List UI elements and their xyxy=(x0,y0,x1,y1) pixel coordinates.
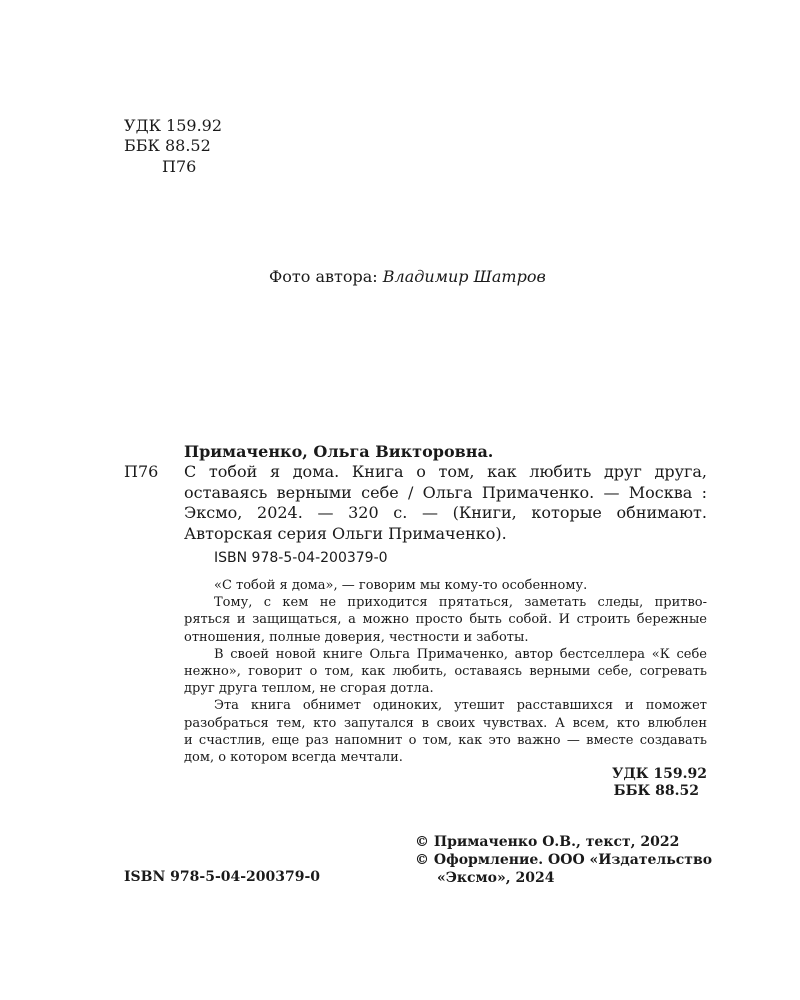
annotation-line: друг друга теплом, не сгорая дотла. xyxy=(184,681,434,697)
photo-credit xyxy=(269,267,546,287)
annotation-line: нежно», говорит о том, как любить, оставаясь верными себе, согревать xyxy=(184,664,707,680)
bib-line: Эксмо, 2024. — 320 с. — (Книги, которые обнимают. xyxy=(184,503,707,523)
bib-line: оставаясь верными себе / Ольга Примаченко. — Москва : xyxy=(184,482,707,502)
annotation-line: отношения, полные доверия, честности и заботы. xyxy=(184,629,529,645)
bib-isbn: ISBN 978-5-04-200379-0 xyxy=(214,550,388,566)
bib-author: Примаченко, Ольга Викторовна. xyxy=(184,442,494,461)
annotation-line: Тому, с кем не приходится прятаться, заметать следы, притво- xyxy=(214,595,707,611)
copyright-design: © Оформление. ООО «Издательство xyxy=(415,852,713,868)
annotation-line: и счастлив, еще раз напомнит о том, как это важно — вместе создавать xyxy=(184,732,707,748)
annotation-line: Эта книга обнимет одиноких, утешит расставшихся и поможет xyxy=(214,698,707,714)
isbn-bottom: ISBN 978-5-04-200379-0 xyxy=(124,869,321,885)
bib-description xyxy=(184,462,707,544)
bib-line: С тобой я дома. Книга о том, как любить друг друга, xyxy=(184,462,707,481)
photo-credit-label: Фото автора: xyxy=(269,267,378,286)
annotation-line: разобраться тем, кто запутался в своих чувствах. А всем, кто влюблен xyxy=(184,715,707,731)
copyright-design-cont: «Эксмо», 2024 xyxy=(437,870,555,886)
annotation-udk: УДК 159.92 xyxy=(612,766,707,782)
annotation-bbk: ББК 88.52 xyxy=(613,783,699,799)
copyright-text: © Примаченко О.В., текст, 2022 xyxy=(415,834,680,850)
bib-line: Авторская серия Ольги Примаченко). xyxy=(184,523,507,543)
author-mark: П76 xyxy=(162,157,197,176)
annotation-line: ряться и защищаться, а можно просто быть собой. И строить бережные xyxy=(184,612,707,628)
annotation xyxy=(184,577,707,766)
photo-credit-name: Владимир Шатров xyxy=(382,267,546,286)
annotation-line: дом, о котором всегда мечтали. xyxy=(184,750,403,766)
udk-code: УДК 159.92 xyxy=(124,116,223,135)
bib-author-mark: П76 xyxy=(124,462,159,481)
bbk-code: ББК 88.52 xyxy=(124,136,211,155)
annotation-line: «С тобой я дома», — говорим мы кому-то особенному. xyxy=(214,578,588,593)
annotation-line: В своей новой книге Ольга Примаченко, автор бестселлера «К себе xyxy=(214,646,707,662)
